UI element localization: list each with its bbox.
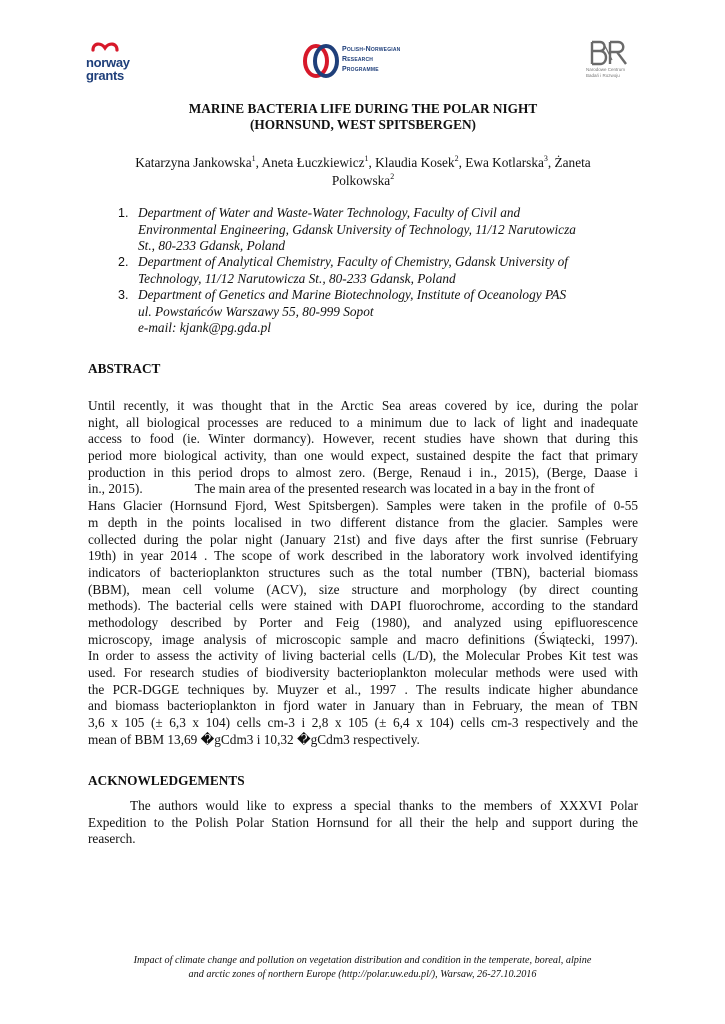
norway-grants-line1: norway bbox=[86, 55, 130, 70]
ncbr-logo bbox=[582, 40, 642, 82]
author-affil-sup: 3 bbox=[543, 154, 548, 163]
ack-line: Expedition to the Polish Polar Station Hornsund for all their the help and support during the bbox=[88, 814, 638, 830]
affiliation-number: 1. bbox=[118, 206, 129, 220]
pnrp-rings-icon bbox=[302, 42, 340, 80]
ncbr-br-icon bbox=[586, 40, 636, 66]
abstract-line-split bbox=[88, 481, 638, 498]
abstract-line: access to food (ie. Winter dormancy). However, recent studies have shown that during this bbox=[88, 431, 638, 447]
author-affil-sup: 2 bbox=[454, 154, 459, 163]
abstract-line: Hans Glacier (Hornsund Fjord, West Spitsbergen). Samples were taken in the profile of 0-55 bbox=[88, 498, 638, 514]
abstract-line: night, all biological processes are reduced to a minimum due to lack of light and inadequate bbox=[88, 414, 638, 430]
author-affil-sup: 2 bbox=[390, 172, 395, 181]
author-name: Katarzyna Jankowska bbox=[135, 155, 252, 170]
author-name: , Żaneta bbox=[547, 155, 591, 170]
pnrp-line2: Research bbox=[342, 56, 374, 63]
abstract-line: period more biological activity, than one would expect, sustained despite the fact that primary bbox=[88, 448, 638, 464]
abstract-line: Until recently, it was thought that in the Arctic Sea areas covered by ice, during the polar bbox=[88, 398, 638, 413]
abstract-line: In order to assess the activity of living bacterial cells (L/D), the Molecular Probes Kit test was bbox=[88, 648, 638, 664]
affiliation-number: 2. bbox=[118, 255, 129, 269]
author-name: , Klaudia Kosek bbox=[368, 155, 455, 170]
author-name: , Ewa Kotlarska bbox=[458, 155, 544, 170]
affiliation-line: Technology, 11/12 Narutowicza St., 80-233 Gdansk, Poland bbox=[138, 270, 456, 286]
affiliation-line: Department of Water and Waste-Water Technology, Faculty of Civil and bbox=[138, 205, 521, 220]
abstract-line: and biomass bacterioplankton in fjord water in January than in February, the mean of TBN bbox=[88, 698, 638, 714]
abstract-line: 19th) in year 2014 . The scope of work described in the laboratory work involved identifying bbox=[88, 548, 638, 564]
abstract-line: collected during the polar night (January 21st) and five days after the first sunrise (February bbox=[88, 531, 638, 547]
author-affil-sup: 1 bbox=[251, 154, 256, 163]
pnrp-line3: Programme bbox=[342, 66, 379, 73]
abstract-line: mean of BBM 13,69 �gCdm3 i 10,32 �gCdm3 respectively. bbox=[88, 731, 420, 747]
abstract-line: indicators of bacterioplankton structures such as the total number (TBN), bacterial biomass bbox=[88, 564, 638, 580]
abstract-line: (BBM), mean cell volume (ACV), size structure and morphology (by direct counting bbox=[88, 581, 638, 597]
abstract-line: in., 2015). bbox=[88, 481, 143, 497]
footer-line: Impact of climate change and pollution on vegetation distribution and condition in the temperate, boreal, alpine bbox=[133, 955, 592, 966]
abstract-line: used. For research studies of biodiversity bacterioplankton molecular methods were used with bbox=[88, 665, 638, 680]
ack-line-wrap bbox=[88, 798, 638, 815]
abstract-line: The main area of the presented research was located in a bay in the front of bbox=[194, 481, 595, 497]
abstract-line: 3,6 x 105 (± 6,3 x 104) cells cm-3 i 2,8 x 105 (± 6,4 x 104) cells cm-3 respectively and the bbox=[88, 715, 638, 731]
ack-line: reaserch. bbox=[88, 831, 136, 847]
author-name: , Aneta Łuczkiewicz bbox=[255, 155, 365, 170]
author-list bbox=[88, 154, 638, 190]
abstract-body bbox=[88, 398, 638, 748]
conference-footer bbox=[80, 954, 645, 982]
abstract-line: methodology described by Porter and Feig (1980), and analyzed using epifluorescence bbox=[88, 614, 638, 630]
footer-line: and arctic zones of northern Europe (http://polar.uw.edu.pl/), Warsaw, 26-27.10.2016 bbox=[188, 969, 537, 980]
ncbr-line2: Badań i Rozwoju bbox=[586, 73, 620, 78]
affiliation-line: ul. Powstańców Warszawy 55, 80-999 Sopot bbox=[138, 303, 374, 319]
paper-title-line1: MARINE BACTERIA LIFE DURING THE POLAR NIGHT bbox=[188, 101, 538, 116]
pnrp-logo bbox=[302, 42, 442, 82]
affiliation-line: Department of Analytical Chemistry, Faculty of Chemistry, Gdansk University of bbox=[138, 254, 568, 269]
norway-grants-line2: grants bbox=[86, 68, 124, 83]
acknowledgements-heading: ACKNOWLEDGEMENTS bbox=[88, 773, 245, 788]
affiliation-line: St., 80-233 Gdansk, Poland bbox=[138, 238, 285, 254]
affiliation-email: e-mail: kjank@pg.gda.pl bbox=[138, 320, 271, 336]
pnrp-line1: Polish-Norwegian bbox=[342, 46, 401, 53]
norway-grants-heart-icon bbox=[90, 40, 120, 56]
paper-title-line2: (HORNSUND, WEST SPITSBERGEN) bbox=[250, 117, 476, 132]
author-affil-sup: 1 bbox=[364, 154, 369, 163]
ncbr-line1: Narodowe Centrum bbox=[586, 67, 626, 72]
abstract-line: microscopy, image analysis of microscopic sample and macro definitions (Świątecki, 1997). bbox=[88, 631, 638, 647]
abstract-line: methods). The bacterial cells were stained with DAPI fluorochrome, according to the standard bbox=[88, 598, 638, 614]
affiliation-number: 3. bbox=[118, 288, 129, 302]
affiliation-line: Environmental Engineering, Gdansk University of Technology, 11/12 Narutowicza bbox=[138, 221, 576, 237]
affiliation-line: Department of Genetics and Marine Biotechnology, Institute of Oceanology PAS bbox=[138, 287, 567, 302]
acknowledgements-body bbox=[88, 798, 638, 848]
ack-line: The authors would like to express a special thanks to the members of XXXVI Polar bbox=[130, 798, 638, 813]
abstract-line: the PCR-DGGE techniques by. Muyzer et al., 1997 . The results indicate higher abundance bbox=[88, 681, 638, 697]
abstract-line: production in this period drops to almost zero. (Berge, Renaud i in., 2015), (Berge, Daase i bbox=[88, 464, 638, 480]
norway-grants-logo bbox=[86, 40, 156, 90]
abstract-heading: ABSTRACT bbox=[88, 361, 161, 376]
author-name: Polkowska bbox=[331, 173, 391, 188]
abstract-line: m depth in the points localised in two different distance from the glacier. Samples were bbox=[88, 514, 638, 530]
